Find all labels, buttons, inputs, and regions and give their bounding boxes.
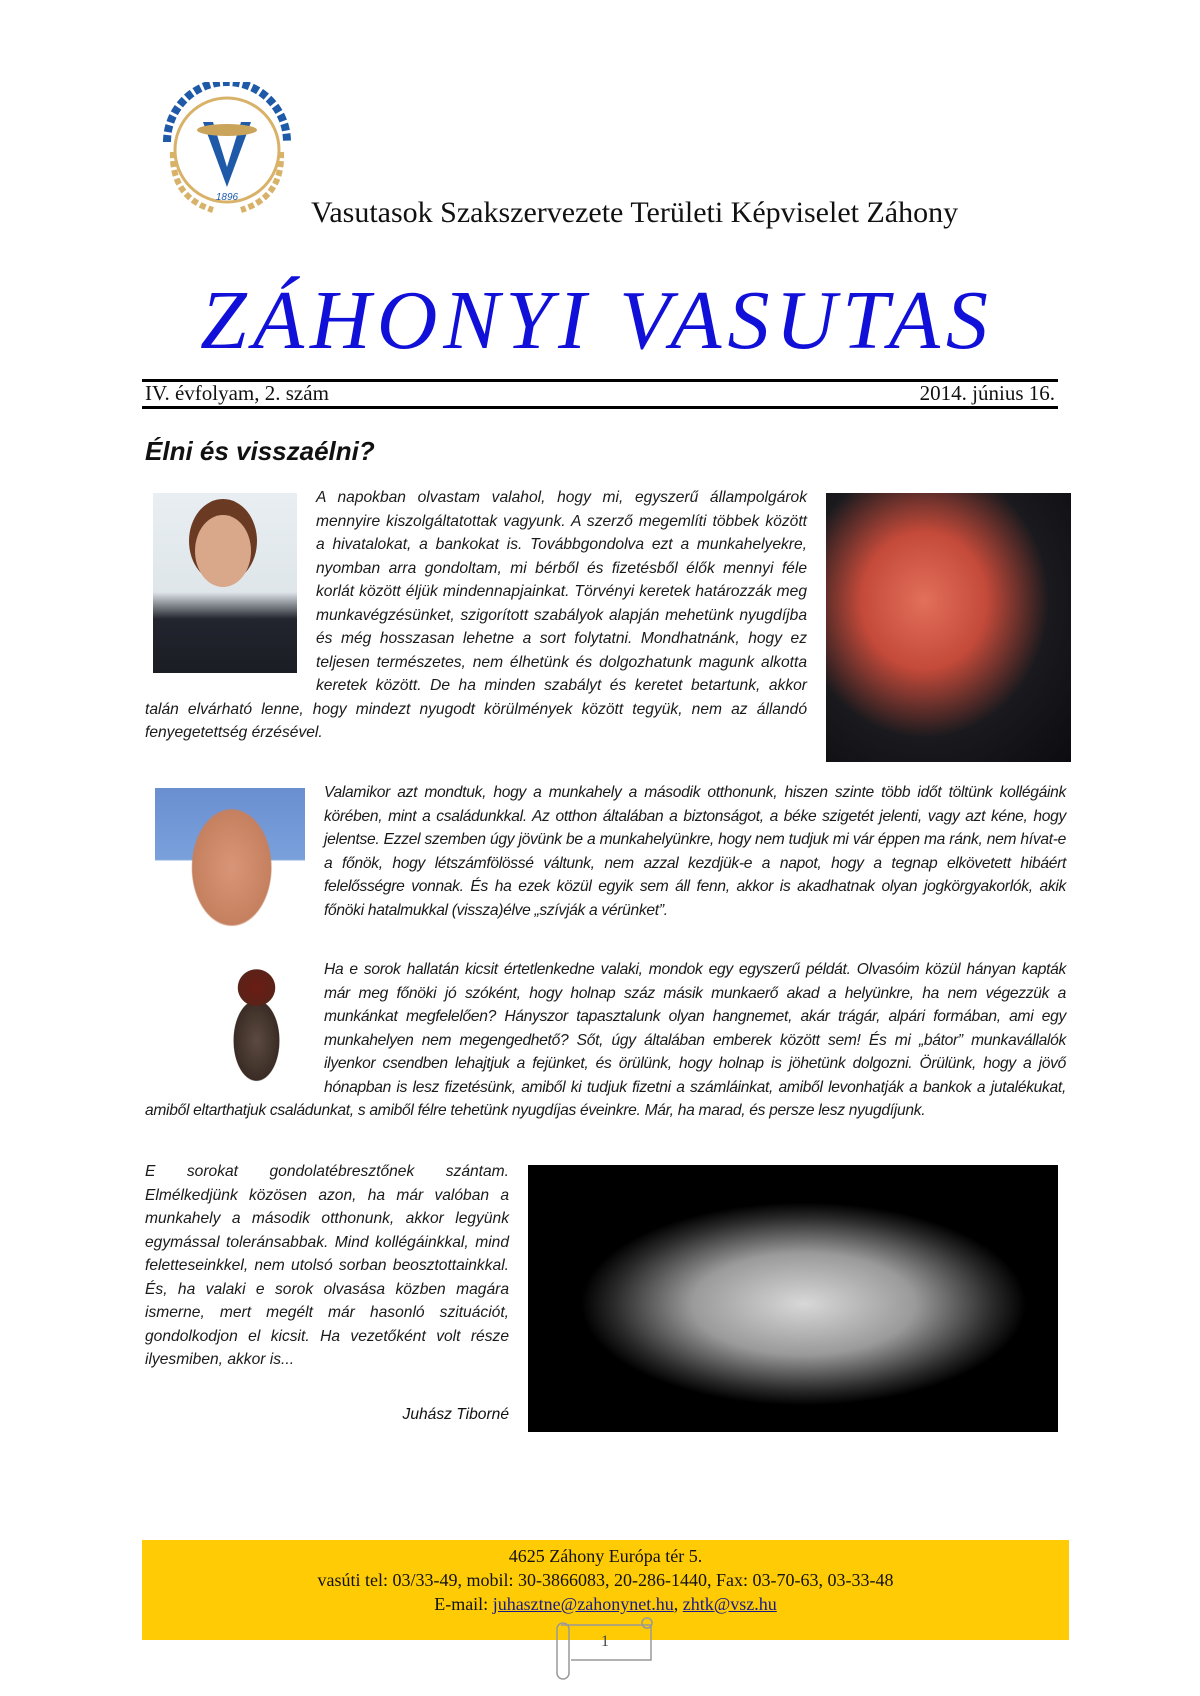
page-number-scroll xyxy=(551,1615,660,1680)
union-logo xyxy=(153,82,301,218)
email-link-juhasztne[interactable]: juhasztne@zahonynet.hu xyxy=(492,1594,674,1614)
article-heading: Élni és visszaélni? xyxy=(145,436,375,466)
footer-address: 4625 Záhony Európa tér 5. xyxy=(508,1546,703,1566)
footer-emails xyxy=(142,1592,1069,1616)
organization-name: Vasutasok Szakszervezete Területi Képviselet Záhony xyxy=(311,196,959,229)
issue-number: IV. évfolyam, 2. szám xyxy=(145,381,329,405)
clasped-hands-photo xyxy=(528,1165,1058,1432)
finger-photo xyxy=(142,788,305,947)
article-paragraph-3 xyxy=(145,958,1066,1123)
bottom-rule xyxy=(142,406,1058,409)
page-number: 1 xyxy=(601,1633,609,1650)
email-link-zhtk[interactable]: zhtk@vsz.hu xyxy=(682,1594,777,1614)
article-paragraph-2: Valamikor azt mondtuk, hogy a munkahely a második otthonunk, hiszen szinte több időt töltünk kollégáink körében, mint a családunkkal. Az otthon általában a biztonságot, a béke szigetét jelenti, vagy azt kéne, hogy jelentse. Ezzel szemben úgy jövünk be a munkahelyünkre, hogy nem tudjuk mi vár éppen ma ránk, nem hívat-e a főnök, hogy létszámfölössé váltunk, nem azzal kezdjük-e a napot, hogy a tegnap elkövetett hibáért felelősségre vonnak. És ha ezek közül egyik sem áll fenn, akkor is akadhatnak olyan jogkörgyakorlók, akik főnöki hatalmukkal (vissza)élve „szívják a vérünket”. xyxy=(324,784,1066,919)
issue-date: 2014. június 16. xyxy=(919,381,1055,405)
shouting-man-photo xyxy=(826,493,1071,762)
paragraph-text: A napokban olvastam valahol, hogy mi, egyszerű állampolgárok mennyire kiszolgáltatottak vagyunk. A szerző megemlíti többek között a hivatalokat, a bankokat is. Továbbgondolva ezt a munkahelyekre, nyomban arra gondoltam, mi bérből és fizetésből élők mennyi féle korlát között éljük mindennapjainkat. Törvényi keretek határozzák meg munkavégzésünket, szigorított szabályok alapján mehetünk nyugdíjba és még hosszasan lehetne a sort folytatni. Mondhatnánk, hogy ez teljesen természetes, nem élhetünk és dolgozhatunk magunk alkotta keretek között. De ha minden szabályt és keretet betartunk, akkor talán elvárható lenne, hogy mindezt nyugodt körülmények között tegyük, nem az állandó fenyegetettség érzésével. xyxy=(145,489,807,741)
email-separator: , xyxy=(673,1594,683,1614)
svg-text:1896: 1896 xyxy=(215,192,239,203)
email-label: E-mail: xyxy=(434,1594,493,1614)
newsletter-title: ZÁHONYI VASUTAS xyxy=(200,274,994,367)
footer-contact xyxy=(142,1544,1069,1616)
author-signature: Juhász Tiborné xyxy=(402,1406,509,1423)
paragraph-text: Ha e sorok hallatán kicsit értetlenkedne valaki, mondok egy egyszerű példát. Olvasóim közül hányan kapták már meg főnöki jó szóként, hogy holnap száz másik munkaerő akad a helyünkre, ha nem végezzük a munkánkat megfelelően? Hányszor tapasztalunk olyan hangnemet, akár trágár, alpári formában, ami egy munkahelyen nem megengedhető? Sőt, úgy általában emberek között sem! És mi „bátor” munkavállalók ilyenkor csendben lehajtjuk a fejünket, és örülünk, hogy holnap is jöhetünk dolgozni. Örülünk, hogy a jövő hónapban is lesz fizetésünk, amiből ki tudjuk fizetni a számláinkat, amiből levonhatják a bankok a jutalékukat, amiből eltarthatjuk családunkat, s amiből félre tehetünk nyugdíjas éveinkre. Már, ha marad, és persze lesz nyugdíjunk. xyxy=(145,961,1066,1119)
article-paragraph-1 xyxy=(145,486,807,745)
article-paragraph-4: E sorokat gondolatébresztőnek szántam. Elmélkedjünk közösen azon, ha már valóban a munkahely a második otthonunk, akkor legyünk egymással toleránsabbak. Mind kollégáinkkal, mind feletteseinkkel, nem utolsó sorban beosztottainkkal. És, ha valaki e sorok olvasása közben magára ismerne, mert megélt már hasonló szituációt, gondolkodjon el kicsit. Ha vezetőként volt része ilyesmiben, akkor is... xyxy=(145,1163,509,1368)
issue-line xyxy=(145,381,1055,406)
footer-phones: vasúti tel: 03/33-49, mobil: 30-3866083, 20-286-1440, Fax: 03-70-63, 03-33-48 xyxy=(317,1570,894,1590)
